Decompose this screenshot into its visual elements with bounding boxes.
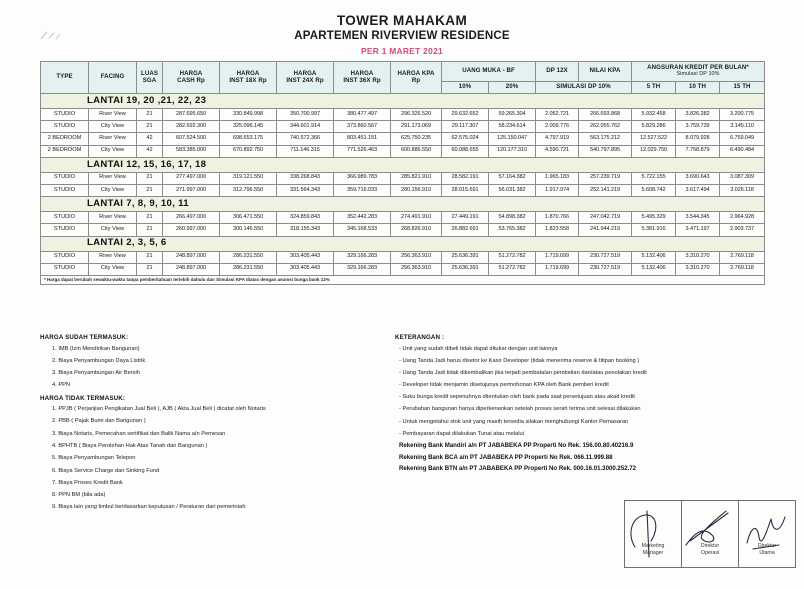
col-harga-inst-36x: HARGA INST 36X Rp <box>334 62 391 94</box>
table-cell: 252.141.219 <box>579 184 632 196</box>
table-cell: 2 BEDROOM <box>41 133 89 145</box>
table-cell: 2.769.118 <box>720 263 765 275</box>
table-cell: 21 <box>137 109 163 121</box>
col-uang-muka-bf: UANG MUKA - BF <box>442 62 536 82</box>
table-cell: 256.363.910 <box>391 263 442 275</box>
col-dp-12x: DP 12X <box>536 62 579 82</box>
table-cell: 2.052.721 <box>536 109 579 121</box>
table-cell: 29.117.307 <box>442 121 489 133</box>
table-cell: River View <box>89 172 137 184</box>
col-harga-cash: HARGA CASH Rp <box>163 62 220 94</box>
table-cell: 306.471.550 <box>220 212 277 224</box>
included-item: 1. IMB (Izin Mendirikan Bangunan) <box>52 345 140 352</box>
col-dp-10pct: 10% <box>442 82 489 94</box>
table-cell: 266.693.868 <box>579 109 632 121</box>
table-cell: 300.146.550 <box>220 224 277 236</box>
table-cell: 21 <box>137 172 163 184</box>
document-title-block <box>0 0 804 57</box>
table-cell: 260.997.000 <box>163 224 220 236</box>
table-cell: 4.797.919 <box>536 133 579 145</box>
notes-section <box>40 334 764 517</box>
table-cell: 51.272.782 <box>489 263 536 275</box>
table-cell: 338.268.843 <box>277 172 334 184</box>
signature-label-line1: Marketing <box>641 543 665 549</box>
table-footnote-row <box>41 275 765 284</box>
table-cell: River View <box>89 251 137 263</box>
effective-date: PER 1 MARET 2021 <box>360 46 444 56</box>
table-row <box>41 145 765 157</box>
col-harga-kpa: HARGA KPA Rp <box>391 62 442 94</box>
table-cell: 296.326.520 <box>391 109 442 121</box>
keterangan-item: - Untuk mengetahui stok unit yang masih tersedia silakan menghubungi Kantor Pemasaran <box>399 418 629 425</box>
floor-band-row <box>41 157 765 172</box>
excluded-item: 6. Biaya Service Charge dan Sinking Fund <box>52 467 160 474</box>
table-cell: 29.632.652 <box>442 109 489 121</box>
table-cell: 277.497.000 <box>163 172 220 184</box>
col-type: TYPE <box>41 62 89 94</box>
table-cell: 60.088.655 <box>442 145 489 157</box>
table-cell: 54.898.382 <box>489 212 536 224</box>
page-title: TOWER MAHAKAM <box>336 13 468 28</box>
table-cell: 350.700.997 <box>277 109 334 121</box>
table-cell: 287.695.650 <box>163 109 220 121</box>
table-cell: 2.009.776 <box>536 121 579 133</box>
table-cell: 1.719.699 <box>536 251 579 263</box>
table-cell: 670.892.750 <box>220 145 277 157</box>
notes-right-column <box>395 334 764 517</box>
table-cell: 5.495.329 <box>632 212 676 224</box>
keterangan-item: - Developer tidak menjamin disetujunya permohonan KPA oleh Bank pemberi kredit <box>399 382 609 389</box>
table-cell: 345.168.533 <box>334 224 391 236</box>
table-cell: STUDIO <box>41 121 89 133</box>
table-cell: STUDIO <box>41 184 89 196</box>
floor-band-label: LANTAI 19, 20 ,21, 22, 23 <box>41 94 765 109</box>
col-angsuran-kredit: ANGSURAN KREDIT PER BULAN* Simulasi DP 10% <box>632 62 765 82</box>
notes-left-column <box>40 334 395 517</box>
excluded-list <box>40 406 395 510</box>
table-cell: 266.497.000 <box>163 212 220 224</box>
table-cell: 5.381.916 <box>632 224 676 236</box>
floor-band-label: LANTAI 7, 8, 9, 10, 11 <box>41 197 765 212</box>
excluded-item: 2. PBB ( Pajak Bumi dan Bangunan ) <box>52 418 146 425</box>
table-cell: 21 <box>137 224 163 236</box>
table-cell: 4.590.721 <box>536 145 579 157</box>
table-cell: 5.829.286 <box>632 121 676 133</box>
signature-label-line2: Utama <box>759 549 775 556</box>
table-cell: 28.015.691 <box>442 184 489 196</box>
table-cell: 563.175.212 <box>579 133 632 145</box>
table-cell: 3.826.282 <box>676 109 720 121</box>
header-row-primary <box>41 62 765 82</box>
signature-label-line2: Operasi <box>700 549 720 556</box>
table-cell: 3.544.345 <box>676 212 720 224</box>
table-cell: River View <box>89 133 137 145</box>
table-cell: 282.692.300 <box>163 121 220 133</box>
table-cell: 5.132.406 <box>632 251 676 263</box>
table-row <box>41 172 765 184</box>
table-cell: 7.758.879 <box>676 145 720 157</box>
table-cell: 2.903.737 <box>720 224 765 236</box>
signature-box <box>624 500 682 568</box>
table-cell: 257.239.719 <box>579 172 632 184</box>
table-cell: 3.759.739 <box>676 121 720 133</box>
table-cell: 5.132.406 <box>632 263 676 275</box>
table-cell: 698.653.175 <box>220 133 277 145</box>
table-cell: 21 <box>137 212 163 224</box>
excluded-heading: HARGA TIDAK TERMASUK: <box>40 394 126 402</box>
table-cell: 51.272.782 <box>489 251 536 263</box>
table-cell: STUDIO <box>41 172 89 184</box>
table-cell: 318.155.343 <box>277 224 334 236</box>
table-cell: 268.826.910 <box>391 224 442 236</box>
table-body <box>41 94 765 285</box>
table-cell: River View <box>89 109 137 121</box>
table-row <box>41 224 765 236</box>
bank-account-list <box>395 443 764 473</box>
excluded-item: 4. BPHTB ( Biaya Perolehan Hak Atas Tanah dan Bangunan ) <box>52 442 208 449</box>
table-cell: 28.582.191 <box>442 172 489 184</box>
included-item: 4. PPN <box>52 382 71 389</box>
table-cell: 1.719.699 <box>536 263 579 275</box>
table-cell: 331.564.343 <box>277 184 334 196</box>
table-cell: 380.477.497 <box>334 109 391 121</box>
table-cell: River View <box>89 212 137 224</box>
table-cell: 27.449.191 <box>442 212 489 224</box>
signature-label-line1: Direktur <box>700 543 720 549</box>
table-cell: STUDIO <box>41 109 89 121</box>
table-cell: 771.526.463 <box>334 145 391 157</box>
scan-artifact-icon <box>40 30 62 42</box>
floor-band-row <box>41 236 765 251</box>
col-tenor-10th: 10 TH <box>676 82 720 94</box>
table-cell: 62.575.024 <box>442 133 489 145</box>
table-cell: 53.765.382 <box>489 224 536 236</box>
table-cell: 6.759.049 <box>720 133 765 145</box>
table-cell: 2.769.118 <box>720 251 765 263</box>
table-cell: 373.860.567 <box>334 121 391 133</box>
excluded-item: 8. PPN BM (bila ada) <box>52 492 106 499</box>
table-cell: 280.156.910 <box>391 184 442 196</box>
table-cell: 3.471.197 <box>676 224 720 236</box>
table-cell: 583.385.000 <box>163 145 220 157</box>
col-luas-sga: LUAS SGA <box>137 62 163 94</box>
table-cell: 803.451.151 <box>334 133 391 145</box>
table-cell: 21 <box>137 263 163 275</box>
excluded-item: 5. Biaya Penyambungan Telepon <box>52 455 136 462</box>
table-cell: 1.965.183 <box>536 172 579 184</box>
signature-label <box>625 543 681 556</box>
table-row <box>41 184 765 196</box>
table-cell: 5.608.742 <box>632 184 676 196</box>
table-cell: City View <box>89 121 137 133</box>
table-cell: 625.750.235 <box>391 133 442 145</box>
table-cell: 2.964.928 <box>720 212 765 224</box>
signature-ink-icon <box>625 501 681 567</box>
table-cell: 271.997.000 <box>163 184 220 196</box>
table-row <box>41 133 765 145</box>
table-cell: 711.146.315 <box>277 145 334 157</box>
keterangan-heading: KETERANGAN : <box>395 334 445 341</box>
table-cell: 1.870.766 <box>536 212 579 224</box>
col-harga-inst-24x: HARGA INST 24X Rp <box>277 62 334 94</box>
signature-label <box>739 543 795 556</box>
table-cell: 120.177.310 <box>489 145 536 157</box>
table-cell: 248.897.000 <box>163 251 220 263</box>
table-cell: STUDIO <box>41 251 89 263</box>
excluded-item: 1. PPJB ( Perjanjian Pengikatan Jual Beli ), AJB ( Akta Jual Beli ) dicatat oleh Notaris <box>52 406 266 413</box>
keterangan-item: - Perubahan bangunan hanya diperkenankan setelah proses serah terima unit selesai dilakukan <box>399 406 641 413</box>
table-cell: 303.405.443 <box>277 263 334 275</box>
col-tenor-5th: 5 TH <box>632 82 676 94</box>
included-item: 2. Biaya Penyambungan Daya Listrik <box>52 357 146 364</box>
table-cell: City View <box>89 263 137 275</box>
table-cell: 359.716.033 <box>334 184 391 196</box>
table-cell: 230.727.519 <box>579 251 632 263</box>
table-row <box>41 251 765 263</box>
signature-ink-icon <box>682 501 738 567</box>
table-row <box>41 212 765 224</box>
table-cell: 740.572.366 <box>277 133 334 145</box>
table-cell: 42 <box>137 133 163 145</box>
col-harga-inst-18x: HARGA INST 18X Rp <box>220 62 277 94</box>
table-cell: 21 <box>137 251 163 263</box>
table-cell: 3.200.775 <box>720 109 765 121</box>
table-cell: 324.859.843 <box>277 212 334 224</box>
keterangan-item: - Uang Tanda Jadi tidak dikembalikan jika terjadi pembatalan pembelian dan/atau penolakan kredit <box>399 369 647 376</box>
table-cell: 3.310.270 <box>676 263 720 275</box>
table-cell: 325.096.145 <box>220 121 277 133</box>
keterangan-item: - Pembayaran dapat dilakukan Tunai atau melalui <box>399 430 524 437</box>
price-table-wrapper <box>40 61 764 285</box>
table-cell: 5.722.155 <box>632 172 676 184</box>
table-row <box>41 121 765 133</box>
table-cell: 8.079.928 <box>676 133 720 145</box>
signature-label-line2: Manager <box>642 549 664 556</box>
table-cell: 56.031.382 <box>489 184 536 196</box>
table-cell: 291.173.069 <box>391 121 442 133</box>
keterangan-item: - Uang Tanda Jadi harus disetor ke Kasir Developer (tidak menerima reserve & titipan booking ) <box>399 357 640 364</box>
table-cell: 329.166.283 <box>334 263 391 275</box>
table-cell: 3.617.494 <box>676 184 720 196</box>
signature-ink-icon <box>739 501 795 567</box>
table-cell: 42 <box>137 145 163 157</box>
floor-band-label: LANTAI 12, 15, 16, 17, 18 <box>41 157 765 172</box>
table-cell: 1.917.974 <box>536 184 579 196</box>
table-cell: 3.145.110 <box>720 121 765 133</box>
table-cell: 256.363.910 <box>391 251 442 263</box>
signature-block <box>624 500 796 568</box>
table-cell: City View <box>89 145 137 157</box>
table-cell: 58.234.614 <box>489 121 536 133</box>
table-cell: 319.121.550 <box>220 172 277 184</box>
table-cell: 3.690.643 <box>676 172 720 184</box>
table-cell: 312.796.550 <box>220 184 277 196</box>
table-cell: STUDIO <box>41 224 89 236</box>
table-cell: 607.524.500 <box>163 133 220 145</box>
signature-label <box>682 543 738 556</box>
col-nilai-kpa: NILAI KPA <box>579 62 632 82</box>
table-row <box>41 109 765 121</box>
table-cell: 329.166.283 <box>334 251 391 263</box>
page-subtitle: APARTEMEN RIVERVIEW RESIDENCE <box>294 30 510 42</box>
excluded-item: 7. Biaya Proses Kredit Bank <box>52 479 123 486</box>
table-cell: 6.490.484 <box>720 145 765 157</box>
floor-band-row <box>41 197 765 212</box>
table-cell: 2 BEDROOM <box>41 145 89 157</box>
keterangan-list <box>395 346 764 437</box>
table-cell: City View <box>89 224 137 236</box>
table-cell: 352.442.283 <box>334 212 391 224</box>
table-cell: 286.231.550 <box>220 251 277 263</box>
table-head <box>41 62 765 94</box>
table-cell: 12.029.750 <box>632 145 676 157</box>
included-item: 3. Biaya Penyambungan Air Bersih <box>52 370 140 377</box>
table-cell: 5.932.458 <box>632 109 676 121</box>
table-cell: 57.164.382 <box>489 172 536 184</box>
col-simulasi-dp-10: SIMULASI DP 10% <box>536 82 632 94</box>
table-cell: 303.405.443 <box>277 251 334 263</box>
table-cell: 247.042.719 <box>579 212 632 224</box>
included-list <box>40 346 395 389</box>
table-cell: 241.944.219 <box>579 224 632 236</box>
bank-account-item: Rekening Bank BCA a/n PT JABABEKA PP Properti No Rek. 066.11.999.88 <box>399 453 613 461</box>
table-cell: 21 <box>137 121 163 133</box>
table-cell: 25.636.391 <box>442 251 489 263</box>
table-cell: 330.849.998 <box>220 109 277 121</box>
floor-band-row <box>41 94 765 109</box>
included-heading: HARGA SUDAH TERMASUK: <box>40 334 129 341</box>
table-cell: 3.087.309 <box>720 172 765 184</box>
table-footnote: * Harga dapat berubah sewaktu-waktu tanpa pemberitahuan terlebih dahulu dan Simulasi KPA diatas dengan asumsi bunga bank 12% <box>41 275 765 284</box>
table-cell: 3.310.270 <box>676 251 720 263</box>
table-cell: 286.231.550 <box>220 263 277 275</box>
keterangan-item: - Unit yang sudah dibeli tidak dapat ditukar dengan unit lainnya <box>399 345 558 352</box>
table-cell: 274.491.910 <box>391 212 442 224</box>
excluded-item: 9. Biaya lain yang timbul berdasarkan keputusan / Peraturan dari pemerintah <box>52 504 246 511</box>
table-cell: 59.265.304 <box>489 109 536 121</box>
table-cell: 600.886.550 <box>391 145 442 157</box>
table-cell: City View <box>89 184 137 196</box>
col-facing: FACING <box>89 62 137 94</box>
table-cell: 1.823.558 <box>536 224 579 236</box>
bank-account-item: Rekening Bank Mandiri a/n PT JABABEKA PP Properti No Rek. 156.00.80.40216.9 <box>399 441 634 449</box>
table-cell: 285.821.910 <box>391 172 442 184</box>
table-cell: 248.897.000 <box>163 263 220 275</box>
bank-account-item: Rekening Bank BTN a/n PT JABABEKA PP Properti No Rek. 000.16.01.3000.252.72 <box>399 465 637 473</box>
table-cell: 3.026.118 <box>720 184 765 196</box>
keterangan-item: - Suku bunga kredit sepenuhnya ditentukan oleh bank pada saat persetujuan atau akad kredit <box>399 394 635 401</box>
table-cell: 125.150.047 <box>489 133 536 145</box>
table-cell: 366.989.783 <box>334 172 391 184</box>
col-tenor-15th: 15 TH <box>720 82 765 94</box>
table-cell: STUDIO <box>41 212 89 224</box>
table-cell: 26.882.691 <box>442 224 489 236</box>
table-cell: 540.797.895 <box>579 145 632 157</box>
price-table <box>40 61 765 285</box>
floor-band-label: LANTAI 2, 3, 5, 6 <box>41 236 765 251</box>
table-row <box>41 263 765 275</box>
excluded-item: 3. Biaya Notaris, Pemecahan sertifikat dan Balik Nama a/n Pemesan <box>52 430 226 437</box>
table-cell: 12.527.522 <box>632 133 676 145</box>
col-dp-20pct: 20% <box>489 82 536 94</box>
signature-box <box>682 500 739 568</box>
table-cell: 21 <box>137 184 163 196</box>
table-cell: STUDIO <box>41 263 89 275</box>
table-cell: 344.601.914 <box>277 121 334 133</box>
table-cell: 230.727.519 <box>579 263 632 275</box>
signature-box <box>739 500 796 568</box>
table-cell: 262.055.762 <box>579 121 632 133</box>
table-cell: 25.636.391 <box>442 263 489 275</box>
signature-label-line1: Direktur <box>757 543 777 549</box>
